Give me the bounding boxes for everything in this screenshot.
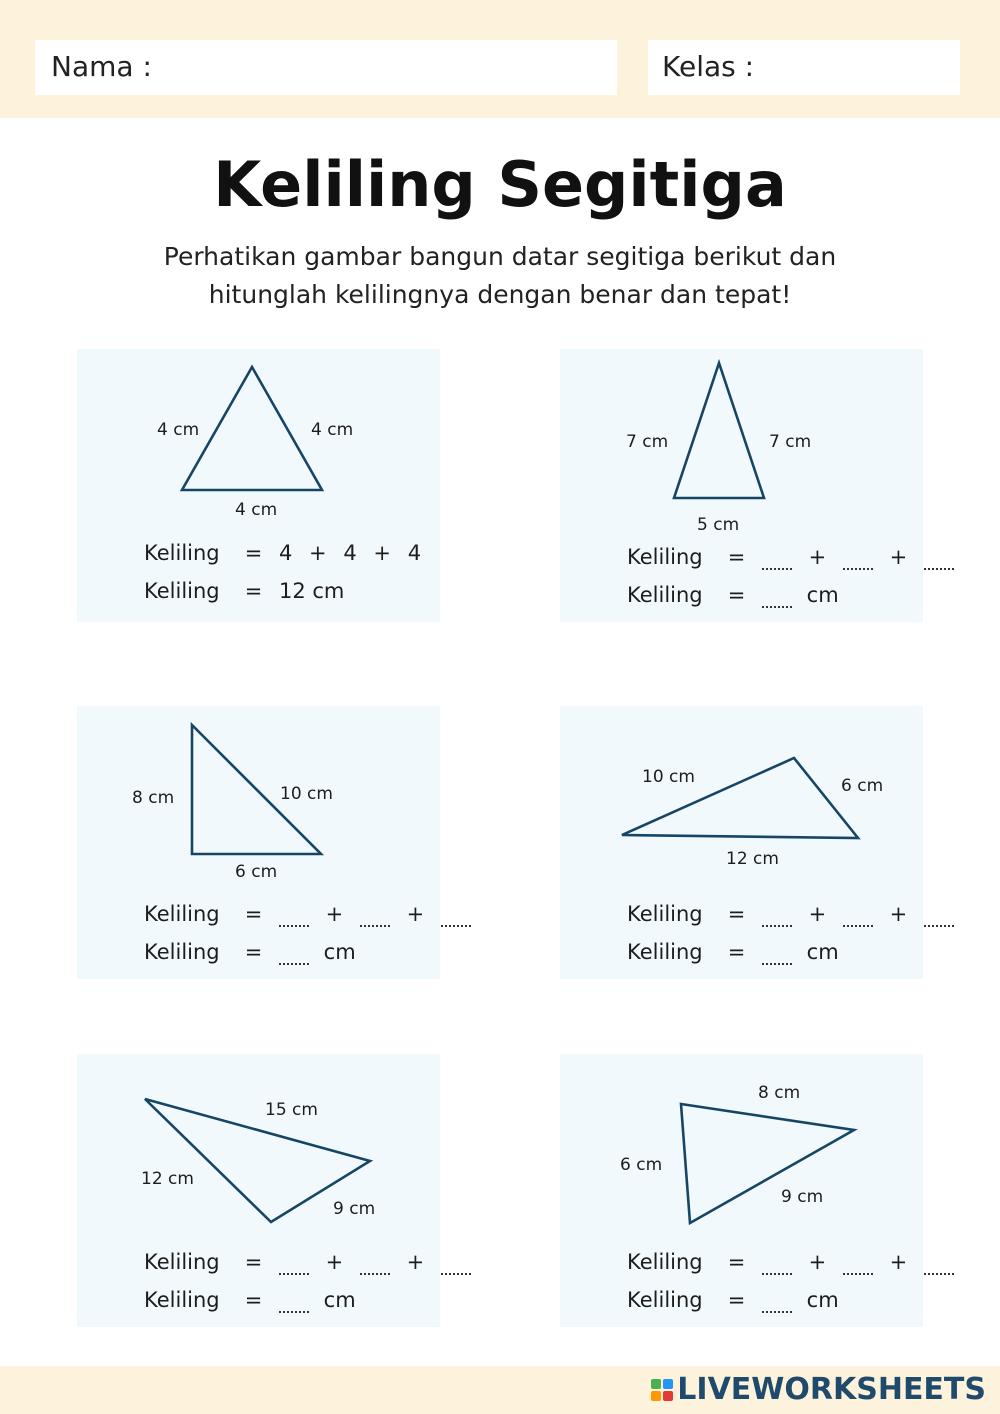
side-label-right: 7 cm [769, 432, 812, 452]
plus-sign: + [808, 1250, 827, 1274]
equals-sign: = [727, 1288, 746, 1312]
equation-row-1 [144, 902, 471, 927]
perimeter-input[interactable] [762, 1293, 792, 1313]
equation-row-2 [144, 579, 344, 603]
equals-sign: = [244, 541, 263, 565]
equation-label: Keliling [627, 1288, 703, 1312]
logo-squares-icon [651, 1379, 673, 1401]
nama-label: Nama : [51, 50, 152, 83]
brand-name: LIVEWORKSHEETS [677, 1372, 986, 1407]
addend-3: 4 [407, 541, 422, 565]
side-a-input[interactable] [762, 550, 792, 570]
unit-label: cm [323, 940, 356, 964]
side-label-hypotenuse: 10 cm [280, 784, 333, 804]
perimeter-input[interactable] [762, 588, 792, 608]
side-c-input[interactable] [924, 907, 954, 927]
side-label-bottom: 5 cm [697, 515, 740, 535]
equation-row-2 [627, 940, 839, 965]
equation-label: Keliling [627, 545, 703, 569]
perimeter-input[interactable] [762, 945, 792, 965]
side-c-input[interactable] [924, 1255, 954, 1275]
perimeter-result: 12 cm [278, 579, 345, 603]
equation-row-1 [627, 902, 954, 927]
triangle-shape [674, 363, 764, 498]
triangle-shape [681, 1104, 854, 1223]
side-label-right: 9 cm [333, 1199, 376, 1219]
equation-label: Keliling [144, 1288, 220, 1312]
side-a-input[interactable] [762, 907, 792, 927]
triangle-shape [182, 367, 322, 490]
equals-sign: = [727, 940, 746, 964]
triangle-figure-3 [77, 706, 440, 979]
equals-sign: = [727, 1250, 746, 1274]
triangle-card-3 [77, 706, 440, 979]
plus-sign: + [325, 1250, 344, 1274]
triangle-figure-4 [560, 706, 923, 979]
side-label-bottom: 6 cm [235, 862, 278, 882]
plus-sign: + [406, 902, 425, 926]
page-title: Keliling Segitiga [213, 148, 787, 221]
perimeter-input[interactable] [279, 1293, 309, 1313]
side-label-left: 12 cm [141, 1169, 194, 1189]
plus-sign: + [325, 902, 344, 926]
triangle-card-1 [77, 349, 440, 622]
side-b-input[interactable] [360, 907, 390, 927]
addend-2: 4 [343, 541, 357, 565]
side-label-left: 4 cm [157, 420, 200, 440]
equation-row-2 [627, 1288, 839, 1313]
equals-sign: = [244, 1250, 263, 1274]
side-label-right: 6 cm [841, 776, 884, 796]
equation-label: Keliling [144, 541, 220, 565]
side-b-input[interactable] [843, 550, 873, 570]
equals-sign: = [727, 583, 746, 607]
side-label-top: 10 cm [642, 767, 695, 787]
perimeter-input[interactable] [279, 945, 309, 965]
equation-row-1 [627, 545, 954, 570]
equals-sign: = [244, 579, 263, 603]
plus-sign: + [808, 545, 827, 569]
triangle-card-5 [77, 1054, 440, 1327]
side-label-bottom: 4 cm [235, 500, 278, 520]
equation-label: Keliling [627, 940, 703, 964]
side-c-input[interactable] [441, 1255, 471, 1275]
plus-sign: + [889, 1250, 908, 1274]
side-label-top: 15 cm [265, 1100, 318, 1120]
side-label-bottom: 12 cm [726, 849, 779, 869]
equals-sign: = [727, 545, 746, 569]
equation-label: Keliling [627, 1250, 703, 1274]
equals-sign: = [244, 940, 263, 964]
plus-sign: + [373, 541, 392, 565]
triangle-card-2 [560, 349, 923, 622]
triangle-figure-6 [560, 1054, 923, 1327]
side-b-input[interactable] [360, 1255, 390, 1275]
instruction-line-2: hitunglah kelilingnya dengan benar dan tepat! [208, 280, 792, 309]
plus-sign: + [406, 1250, 425, 1274]
liveworksheets-logo[interactable] [651, 1372, 986, 1407]
triangle-card-6 [560, 1054, 923, 1327]
equation-row-2 [627, 583, 839, 608]
side-label-top: 8 cm [758, 1083, 801, 1103]
unit-label: cm [806, 583, 839, 607]
instruction-line-1: Perhatikan gambar bangun datar segitiga berikut dan [163, 242, 837, 271]
side-b-input[interactable] [843, 1255, 873, 1275]
kelas-label: Kelas : [662, 50, 755, 83]
unit-label: cm [323, 1288, 356, 1312]
equals-sign: = [727, 902, 746, 926]
side-label-left: 6 cm [620, 1155, 663, 1175]
plus-sign: + [889, 545, 908, 569]
equation-label: Keliling [627, 902, 703, 926]
side-label-right: 9 cm [781, 1187, 824, 1207]
side-label-left: 8 cm [132, 788, 175, 808]
triangle-figure-2 [560, 349, 923, 622]
side-a-input[interactable] [279, 1255, 309, 1275]
plus-sign: + [889, 902, 908, 926]
addend-1: 4 [278, 541, 293, 565]
equation-label: Keliling [627, 583, 703, 607]
equation-row-1 [144, 541, 421, 565]
equation-label: Keliling [144, 1250, 220, 1274]
equation-row-2 [144, 1288, 356, 1313]
side-a-input[interactable] [279, 907, 309, 927]
side-label-left: 7 cm [626, 432, 669, 452]
triangle-figure-5 [77, 1054, 440, 1327]
plus-sign: + [808, 902, 827, 926]
unit-label: cm [806, 940, 839, 964]
equation-row-1 [627, 1250, 954, 1275]
side-c-input[interactable] [924, 550, 954, 570]
side-label-right: 4 cm [311, 420, 354, 440]
triangle-card-4 [560, 706, 923, 979]
equation-row-2 [144, 940, 356, 965]
side-c-input[interactable] [441, 907, 471, 927]
equals-sign: = [244, 902, 263, 926]
plus-sign: + [309, 541, 327, 565]
side-a-input[interactable] [762, 1255, 792, 1275]
equation-label: Keliling [144, 940, 220, 964]
equation-row-1 [144, 1250, 471, 1275]
unit-label: cm [806, 1288, 839, 1312]
equals-sign: = [244, 1288, 263, 1312]
equation-label: Keliling [144, 579, 220, 603]
side-b-input[interactable] [843, 907, 873, 927]
equation-label: Keliling [144, 902, 220, 926]
